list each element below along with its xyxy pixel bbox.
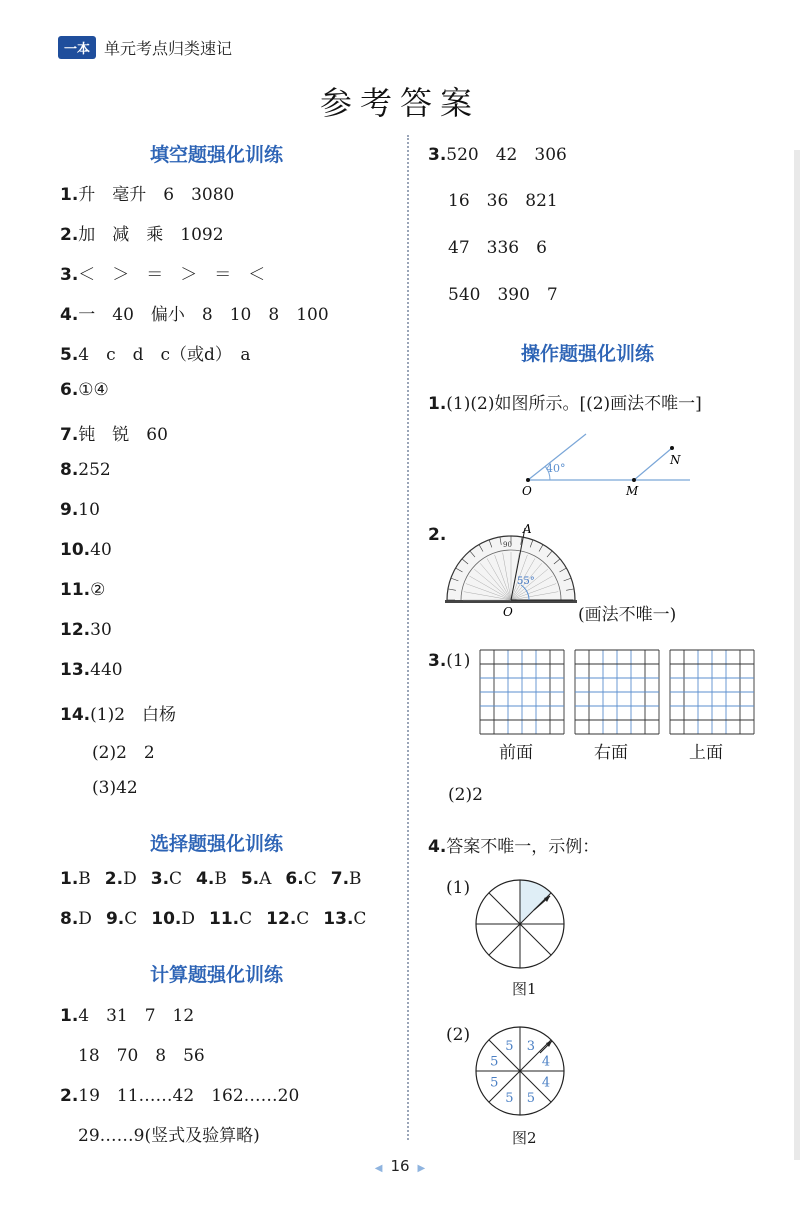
fill-text-8: 252 xyxy=(78,460,111,480)
circle-figure-1 xyxy=(474,878,566,970)
fill-answer-5 xyxy=(60,340,251,365)
operate-q3-sub1: (1) xyxy=(446,651,471,671)
calc-num-2: 2. xyxy=(60,1086,79,1106)
page-number xyxy=(0,1157,800,1175)
choice-item xyxy=(285,869,316,889)
fill-14-sub-2: (2)2 2 xyxy=(92,743,155,763)
grid-view-3 xyxy=(668,648,756,736)
choice-answer: D xyxy=(181,909,196,929)
sector-number-4: 4 xyxy=(541,1075,551,1091)
protractor-figure xyxy=(443,520,583,620)
fig1-label: (1) xyxy=(446,878,471,898)
fill-num-7: 7. xyxy=(60,425,79,445)
choice-item xyxy=(151,869,182,889)
calc-num-1: 1. xyxy=(60,1006,79,1026)
fill-answer-12 xyxy=(60,620,112,640)
choice-item xyxy=(323,909,366,929)
operate-q1-num: 1. xyxy=(428,394,447,414)
fill-num-11: 11. xyxy=(60,580,91,600)
section-title-calc: 计算题强化训练 xyxy=(150,964,284,986)
label-m: M xyxy=(626,484,639,498)
fill-num-3: 3. xyxy=(60,265,79,285)
fig2-label: (2) xyxy=(446,1025,471,1045)
sector-number-6: 5 xyxy=(505,1090,514,1106)
choice-item xyxy=(209,909,252,929)
point-m xyxy=(632,478,636,482)
choice-answer: C xyxy=(169,869,183,889)
fill-text-1: 升 毫升 6 3080 xyxy=(78,185,235,205)
choice-answer: B xyxy=(78,869,91,889)
calc-line-2: 18 70 8 56 xyxy=(78,1046,205,1066)
operate-q2-note: (画法不唯一) xyxy=(578,605,677,625)
angle-label: 40° xyxy=(546,462,566,475)
page-header xyxy=(58,36,232,59)
operate-q3-sub2: (2)2 xyxy=(448,785,483,805)
prev-arrow-icon: ◀ xyxy=(374,1163,383,1174)
fill-num-2: 2. xyxy=(60,225,79,245)
calc-line-1 xyxy=(60,1001,194,1026)
label-n: N xyxy=(670,453,681,467)
fill-num-12: 12. xyxy=(60,620,91,640)
choice-item xyxy=(241,869,272,889)
angle-55-label: 55° xyxy=(517,576,535,587)
choice-num: 10. xyxy=(151,909,182,929)
choice-num: 8. xyxy=(60,909,79,929)
choice-num: 6. xyxy=(285,869,304,889)
next-arrow-icon: ▶ xyxy=(417,1163,426,1174)
fill-num-6: 6. xyxy=(60,380,79,400)
page-title: 参考答案 xyxy=(319,84,480,122)
calc-cont-line-4: 540 390 7 xyxy=(448,285,558,305)
series-badge: 一本 xyxy=(58,36,96,59)
book-title: 单元考点归类速记 xyxy=(104,39,233,58)
choice-answer: C xyxy=(296,909,310,929)
fill-answer-2 xyxy=(60,220,224,245)
fill-answer-7 xyxy=(60,420,168,445)
fill-14-sub-3: (3)42 xyxy=(92,778,138,798)
point-o xyxy=(526,478,530,482)
calc-line-4: 29……9(竖式及验算略) xyxy=(78,1126,260,1146)
fill-answer-8 xyxy=(60,460,111,480)
calc-cont-text-1: 520 42 306 xyxy=(446,145,567,165)
section-title-operate: 操作题强化训练 xyxy=(521,343,655,365)
fill-answer-10 xyxy=(60,540,112,560)
fill-text-2: 加 减 乘 1092 xyxy=(78,225,224,245)
view-label-front: 前面 xyxy=(499,743,533,763)
choice-num: 5. xyxy=(240,869,260,889)
choice-item xyxy=(151,909,195,929)
label-o: O xyxy=(522,484,532,498)
page-number-text: 16 xyxy=(390,1157,410,1175)
choice-answer: C xyxy=(353,909,367,929)
fig2-caption: 图2 xyxy=(512,1129,537,1147)
operate-q4: 4.答案不唯一，示例： xyxy=(428,837,600,857)
choice-num: 4. xyxy=(196,869,215,889)
choice-num: 1. xyxy=(60,869,79,889)
choice-answer: B xyxy=(214,869,227,889)
operate-q1-text: (1)(2)如图所示。[(2)画法不唯一] xyxy=(446,394,702,414)
sector-number-3: 4 xyxy=(541,1054,551,1070)
fill-num-9: 9. xyxy=(60,500,79,520)
shaded-sector xyxy=(520,880,551,924)
tick-90: 90 xyxy=(503,541,512,549)
operate-q3: 3.(1) xyxy=(428,651,471,671)
operate-q1 xyxy=(428,389,702,414)
choice-answer: C xyxy=(124,909,138,929)
view-label-right: 右面 xyxy=(594,743,628,763)
choice-item xyxy=(60,869,91,889)
section-title-choice: 选择题强化训练 xyxy=(150,833,284,855)
fill-answer-14 xyxy=(60,700,176,725)
angle-figure xyxy=(510,428,710,500)
choice-answer: A xyxy=(259,869,272,889)
fill-num-14: 14. xyxy=(60,705,91,725)
circle-2-dividers xyxy=(476,1027,564,1115)
sector-number-8: 5 xyxy=(490,1054,499,1070)
choice-num: 12. xyxy=(266,909,297,929)
fill-text-11: ② xyxy=(90,580,106,600)
section-title-fill: 填空题强化训练 xyxy=(150,144,284,166)
circle-figure-2 xyxy=(474,1025,566,1117)
calc-cont-line-1 xyxy=(428,140,567,165)
column-divider xyxy=(407,135,409,1140)
fill-num-13: 13. xyxy=(60,660,91,680)
choice-answer: C xyxy=(303,869,317,889)
fill-text-14: (1)2 白杨 xyxy=(90,705,177,725)
point-n xyxy=(670,446,674,450)
fill-answer-1 xyxy=(60,180,234,205)
ray-mn xyxy=(634,448,672,480)
fill-answer-6 xyxy=(60,380,109,400)
fill-text-12: 30 xyxy=(90,620,112,640)
calc-cont-line-3: 47 336 6 xyxy=(448,238,547,258)
choice-answer: D xyxy=(78,909,92,929)
calc-text-3: 19 11……42 162……20 xyxy=(78,1086,300,1106)
choice-answer: C xyxy=(239,909,253,929)
choice-item xyxy=(266,909,309,929)
choice-item xyxy=(60,909,92,929)
sector-number-1: 5 xyxy=(505,1039,514,1055)
operate-q2-num: 2. xyxy=(428,525,447,545)
sector-number-5: 5 xyxy=(526,1090,535,1106)
calc-cont-num: 3. xyxy=(428,145,447,165)
fill-answer-4 xyxy=(60,300,329,325)
fig1-caption: 图1 xyxy=(512,980,537,998)
page-edge-shadow xyxy=(794,150,800,1160)
fill-answer-3 xyxy=(60,260,265,285)
choice-item xyxy=(105,869,137,889)
operate-q4-text: 答案不唯一，示例： xyxy=(446,837,600,857)
fill-num-8: 8. xyxy=(60,460,79,480)
fill-text-13: 440 xyxy=(90,660,123,680)
choice-answer: D xyxy=(123,869,137,889)
choice-num: 11. xyxy=(209,909,240,929)
choice-item xyxy=(331,869,362,889)
fill-text-10: 40 xyxy=(90,540,112,560)
calc-cont-line-2: 16 36 821 xyxy=(448,191,558,211)
fill-num-10: 10. xyxy=(60,540,91,560)
fill-text-6: ①④ xyxy=(78,380,109,400)
fill-num-5: 5. xyxy=(60,345,79,365)
label-a: A xyxy=(523,522,532,536)
fill-text-7: 钝 锐 60 xyxy=(78,425,168,445)
choice-num: 3. xyxy=(150,869,170,889)
circle-1-dividers xyxy=(476,880,564,968)
view-label-top: 上面 xyxy=(689,743,723,763)
choice-num: 7. xyxy=(330,869,350,889)
fill-answer-11 xyxy=(60,580,105,600)
fill-text-3: ＜ ＞ ＝ ＞ ＝ ＜ xyxy=(78,265,266,285)
fill-text-5: 4 c d c（或d） a xyxy=(78,345,251,365)
fill-num-4: 4. xyxy=(60,305,79,325)
choice-item xyxy=(106,909,137,929)
choice-row-2 xyxy=(60,909,380,929)
calc-line-3 xyxy=(60,1081,299,1106)
fill-num-1: 1. xyxy=(60,185,79,205)
fill-answer-9 xyxy=(60,500,100,520)
fill-answer-13 xyxy=(60,660,123,680)
choice-num: 2. xyxy=(104,869,124,889)
calc-text-1: 4 31 7 12 xyxy=(78,1006,195,1026)
choice-num: 9. xyxy=(105,909,125,929)
choice-num: 13. xyxy=(323,909,354,929)
choice-row-1 xyxy=(60,869,376,889)
grid-view-2 xyxy=(573,648,661,736)
label-o2: O xyxy=(503,605,513,619)
choice-item xyxy=(196,869,227,889)
fill-text-9: 10 xyxy=(78,500,100,520)
grid-view-1 xyxy=(478,648,566,736)
fill-text-4: 一 40 偏小 8 10 8 100 xyxy=(78,305,329,325)
choice-answer: B xyxy=(349,869,362,889)
sector-number-7: 5 xyxy=(490,1075,499,1091)
sector-number-2: 3 xyxy=(526,1039,535,1055)
